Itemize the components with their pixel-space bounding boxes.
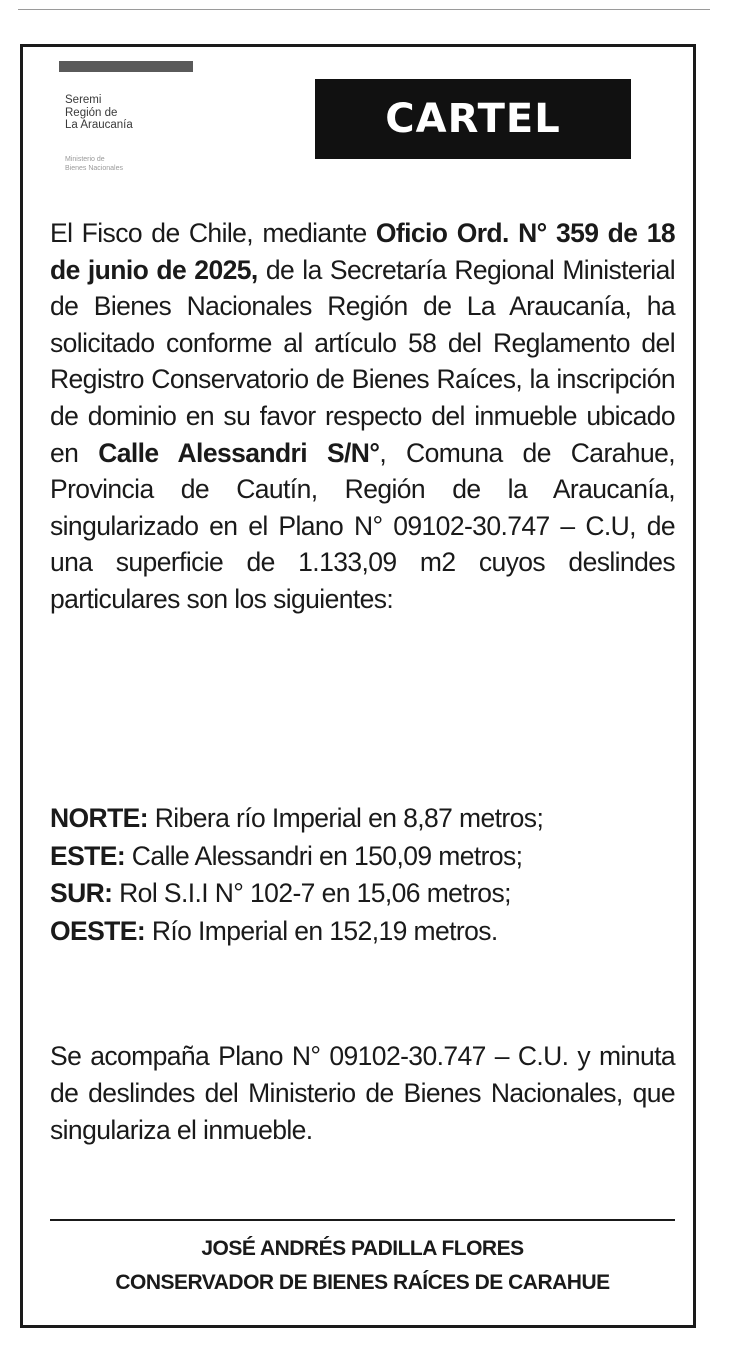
logo-sub-line-2: Bienes Nacionales (65, 165, 123, 172)
cartel-title: CARTEL (315, 79, 631, 159)
boundary-text: Calle Alessandri en 150,09 metros; (125, 840, 523, 871)
signatory-name: JOSÉ ANDRÉS PADILLA FLORES (201, 1237, 524, 1260)
boundary-south (50, 875, 675, 913)
signatory-title: CONSERVADOR DE BIENES RAÍCES DE CARAHUE (115, 1271, 610, 1294)
logo-line-1: Seremi (65, 94, 102, 106)
boundary-label: ESTE: (50, 840, 126, 871)
boundary-label: SUR: (50, 878, 113, 908)
boundary-label: OESTE: (50, 915, 146, 946)
body-bold-address: Calle Alessandri S/N° (98, 437, 380, 468)
body-text-3: , Comuna de Carahue, Provincia de Cautín, Región de la Araucanía, singularizado en el Plano N° 09102-30.747 – C.U, de una superficie de 1.133,09 m2 cuyos deslindes particulares son los siguientes: (50, 437, 675, 614)
boundary-text: Río Imperial en 152,19 metros. (145, 915, 498, 946)
boundary-text: Ribera río Imperial en 8,87 metros; (147, 803, 544, 833)
boundary-west (50, 913, 675, 951)
notice-body (50, 215, 675, 618)
logo-line-2: Región de (65, 106, 118, 119)
body-bold-oficio: Oficio Ord. N° 359 de 18 de junio de 2025, (50, 218, 675, 285)
signature-rule (50, 1219, 675, 1221)
boundary-east (50, 838, 675, 876)
body-text-1: El Fisco de Chile, mediante (50, 218, 376, 248)
seremi-logo-text (65, 94, 133, 132)
logo-line-3: La Araucanía (65, 119, 133, 131)
logo-bar (59, 61, 193, 72)
boundary-north (50, 800, 675, 838)
notice-frame (20, 44, 696, 1328)
boundary-label: NORTE: (50, 803, 148, 833)
top-divider (18, 9, 710, 10)
logo-sub-line-1: Ministerio de (65, 156, 105, 163)
boundary-text: Rol S.I.I N° 102-7 en 15,06 metros; (112, 878, 511, 908)
boundaries-list (50, 800, 675, 950)
body-text-2: de la Secretaría Regional Ministerial de Bienes Nacionales Región de La Araucanía, ha solicitado conforme al artículo 58 del Reglamento del Registro Conservatorio de Bienes Raíces, la inscripción de dominio en su favor respecto del inmueble ubicado en (50, 254, 675, 468)
logo-subtext (65, 155, 123, 173)
closing-paragraph: Se acompaña Plano N° 09102-30.747 – C.U. y minuta de deslindes del Ministerio de Bienes Nacionales, que singulariza el inmueble. (50, 1041, 675, 1145)
